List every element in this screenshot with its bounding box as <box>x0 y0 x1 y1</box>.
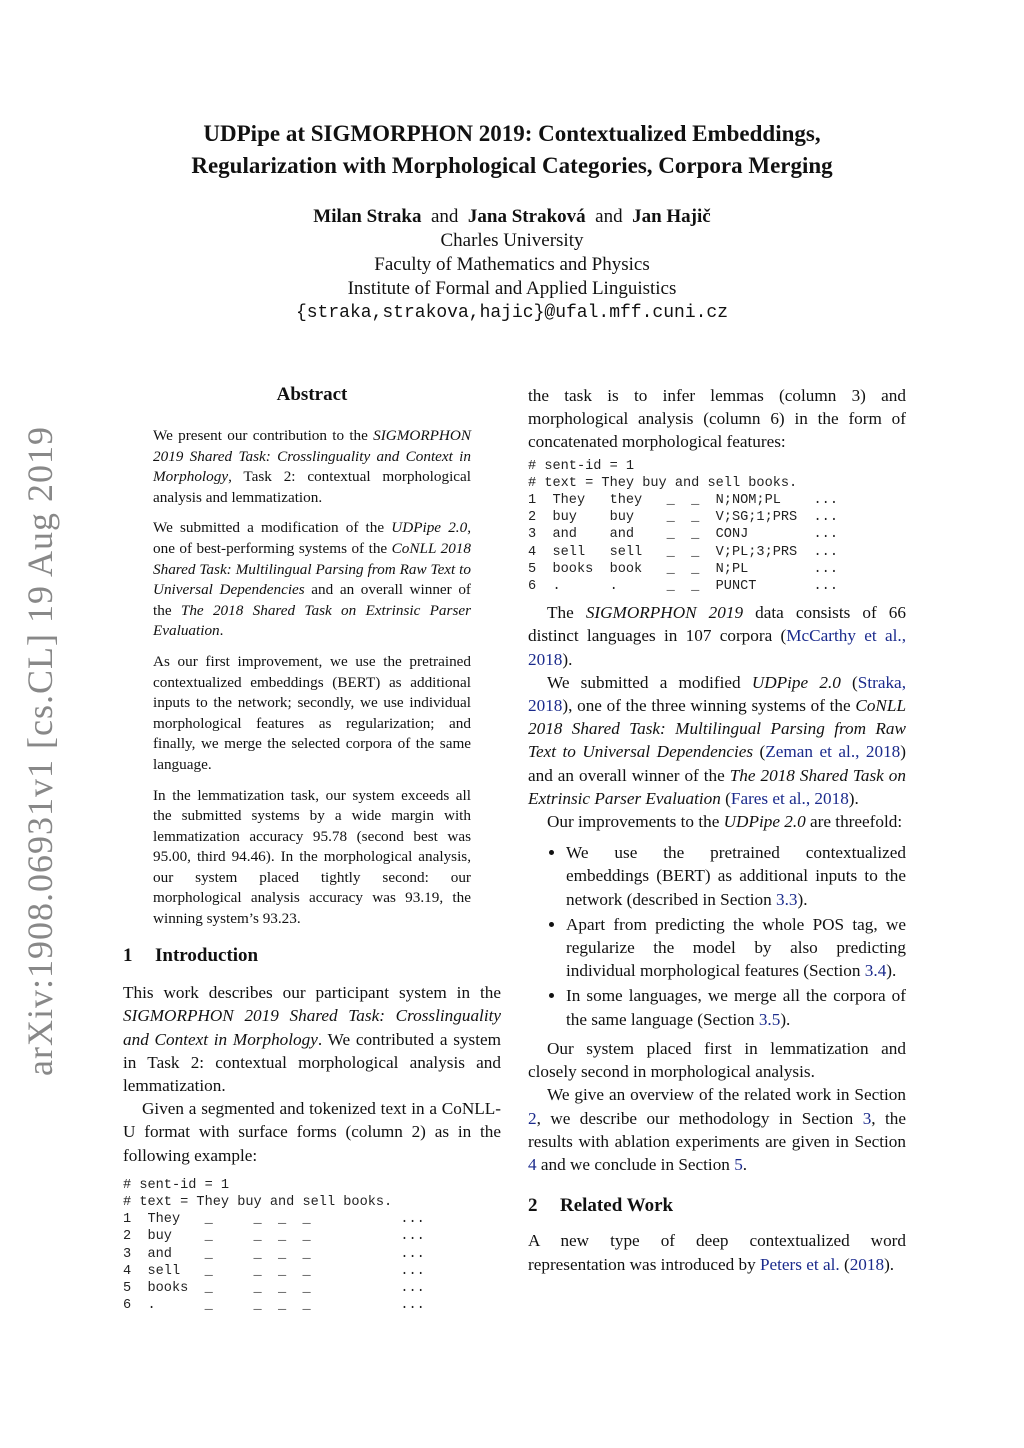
author-2: Jana Straková <box>467 206 586 227</box>
text-span: We present our contribution to the <box>153 427 374 444</box>
author-and-2: and <box>595 206 623 227</box>
conllu-example-input: # sent-id = 1 # text = They buy and sell books. 1 They _ _ _ _ ... 2 buy _ _ _ _ ... 3 and _ _ _ _ ... 4 sell _ _ _ _ ... 5 books _ _ _ _ ... 6 . _ _ _ _ ... <box>123 1177 425 1314</box>
text-span: ) and an overall winner of the <box>528 742 907 785</box>
task-name: The 2018 Shared Task on Extrinsic Parser Evaluation <box>528 765 906 808</box>
abstract-paragraph <box>153 518 471 642</box>
section-link[interactable]: 2 <box>528 1108 537 1128</box>
paragraph <box>528 1229 906 1275</box>
paper-title <box>0 118 1024 182</box>
task-name: SIGMORPHON 2019 Shared Task: Crosslinguality and Context in Morphology <box>123 1006 501 1049</box>
paragraph: Our system placed first in lemmatization and closely second in morphological analysis. <box>528 1038 906 1082</box>
text-span: ). <box>780 1009 791 1029</box>
paragraph <box>528 1083 906 1176</box>
affiliation-1: Charles University <box>440 230 584 251</box>
text-span: The <box>547 603 586 623</box>
section-link[interactable]: 4 <box>528 1154 537 1174</box>
section-link[interactable]: 3.3 <box>776 889 798 909</box>
author-email: {straka,strakova,hajic}@ufal.mff.cuni.cz <box>295 303 729 323</box>
author-block <box>0 205 1024 325</box>
text-span: We give an overview of the related work in Section <box>547 1085 906 1105</box>
introduction-section <box>123 944 501 1314</box>
system-name: UDPipe 2.0 <box>723 812 806 832</box>
text-span: ). <box>797 889 808 909</box>
citation-link[interactable]: Peters et al. <box>759 1254 840 1274</box>
intro-paragraph <box>123 981 501 1097</box>
text-span: . <box>742 1154 748 1174</box>
text-span: and we conclude in Section <box>536 1154 735 1174</box>
text-span: Apart from predicting the whole POS tag, we regularize the model by also predicting individual morphological features (Section <box>566 914 906 981</box>
task-name: SIGMORPHON 2019 <box>585 603 744 623</box>
section-link[interactable]: 3.5 <box>758 1009 781 1029</box>
system-name: UDPipe 2.0 <box>391 519 468 537</box>
task-name: CoNLL 2018 Shared Task: Multilingual Parsing from Raw Text to Universal Dependencies <box>153 539 471 599</box>
section-title: Introduction <box>155 945 259 966</box>
list-item <box>566 984 906 1030</box>
intro-paragraph: Given a segmented and tokenized text in a CoNLL-U format with surface forms (column 2) as in the following example: <box>123 1099 501 1165</box>
right-column <box>528 384 906 1276</box>
text-span: data consists of 66 distinct languages in 107 corpora ( <box>528 603 906 646</box>
text-span: This work describes our participant system in the <box>123 983 501 1003</box>
text-span: , Task 2: contextual morphological analysis and lemmatization. <box>153 468 471 506</box>
list-item <box>566 841 906 911</box>
paragraph <box>528 671 906 810</box>
task-name: CoNLL 2018 Shared Task: Multilingual Parsing from Raw Text to Universal Dependencies <box>528 696 906 762</box>
section-number: 2 <box>528 1195 538 1217</box>
task-name: SIGMORPHON 2019 Shared Task: Crosslinguality and Context in Morphology <box>153 427 471 486</box>
text-span: ). <box>884 1254 895 1274</box>
text-span: ). <box>886 961 897 981</box>
title-line-2: Regularization with Morphological Categories, Corpora Merging <box>191 153 833 178</box>
section-title: Related Work <box>560 1195 674 1217</box>
abstract-paragraph: In the lemmatization task, our system exceeds all the submitted systems by a wide margin with lemmatization accuracy 95.78 (second best was 95.00, third 94.46). In the morphological analysis, our system placed tightly second: our morphological analysis accuracy was 93.19, the winning system’s 93.23. <box>153 786 471 928</box>
system-name: UDPipe 2.0 <box>751 672 841 692</box>
author-names <box>0 205 1024 229</box>
section-heading-introduction <box>123 944 501 967</box>
section-heading-related-work <box>528 1194 906 1217</box>
affiliation-3: Institute of Formal and Applied Linguistics <box>347 278 677 299</box>
text-span: ). <box>848 788 859 808</box>
text-span: . We contributed a system in Task 2: contextual morphological analysis and lemmatization. <box>123 1029 501 1096</box>
text-span: We use the pretrained contextualized embeddings (BERT) as additional inputs to the network (described in Section <box>566 843 906 909</box>
text-span: Our improvements to the <box>547 812 724 832</box>
text-span: ( <box>840 672 858 692</box>
affiliation-2: Faculty of Mathematics and Physics <box>374 254 650 275</box>
text-span: ( <box>753 742 766 762</box>
conllu-example-output: # sent-id = 1 # text = They buy and sell books. 1 They they _ _ N;NOM;PL ... 2 buy buy _ _ V;SG;1;PRS ... 3 and and _ _ CONJ ... 4 sell sell _ _ V;PL;3;PRS ... 5 books book _ _ N;PL ... 6 . . _ _ PUNCT ... <box>528 458 838 595</box>
list-item <box>566 913 906 983</box>
text-span: , one of best-performing systems of the <box>153 519 471 557</box>
author-3: Jan Hajič <box>632 206 711 227</box>
citation-link[interactable]: Straka, 2018 <box>528 672 906 716</box>
citation-link[interactable]: Fares et al., 2018 <box>730 788 849 808</box>
section-number: 1 <box>123 945 133 966</box>
abstract-heading: Abstract <box>276 384 348 405</box>
text-span: and an overall winner of the <box>153 581 471 619</box>
text-span: We submitted a modification of the <box>153 519 392 537</box>
author-1: Milan Straka <box>313 206 422 227</box>
text-span: , we describe our methodology in Section <box>536 1108 863 1128</box>
text-span: ). <box>562 649 573 669</box>
section-link[interactable]: 3.4 <box>864 961 887 981</box>
paragraph: the task is to infer lemmas (column 3) and morphological analysis (column 6) in the form of concatenated morphological features: <box>528 386 906 452</box>
text-span: ( <box>720 788 731 808</box>
abstract-body <box>153 426 471 940</box>
improvements-list <box>528 841 906 1031</box>
author-and-1: and <box>430 206 459 227</box>
paragraph <box>528 601 906 671</box>
citation-link[interactable]: Zeman et al., 2018 <box>765 742 901 762</box>
citation-link[interactable]: McCarthy et al., 2018 <box>528 626 906 669</box>
text-span: ( <box>839 1254 850 1274</box>
text-span: A new type of deep contextualized word representation was introduced by <box>528 1231 906 1274</box>
paragraph <box>528 810 906 833</box>
text-span: . <box>219 622 224 640</box>
citation-link[interactable]: 2018 <box>849 1254 885 1274</box>
text-span: are threefold: <box>805 812 903 832</box>
section-link[interactable]: 5 <box>734 1154 743 1174</box>
arxiv-stamp: arXiv:1908.06931v1 [cs.CL] 19 Aug 2019 <box>20 426 60 1076</box>
section-link[interactable]: 3 <box>862 1108 872 1128</box>
task-name: The 2018 Shared Task on Extrinsic Parser Evaluation <box>153 601 472 640</box>
text-span: , the results with ablation experiments are given in Section <box>528 1108 906 1151</box>
abstract-paragraph: As our first improvement, we use the pretrained contextualized embeddings (BERT) as additional inputs to the network; secondly, we use individual morphological features as regularization; and finally, we merge the selected corpora of the same language. <box>153 652 471 773</box>
text-span: In some languages, we merge all the corpora of the same language (Section <box>566 986 906 1029</box>
title-line-1: UDPipe at SIGMORPHON 2019: Contextualized Embeddings, <box>203 121 821 146</box>
text-span: ), one of the three winning systems of the <box>562 696 856 716</box>
text-span: We submitted a modified <box>547 672 752 692</box>
abstract-paragraph <box>153 426 471 508</box>
